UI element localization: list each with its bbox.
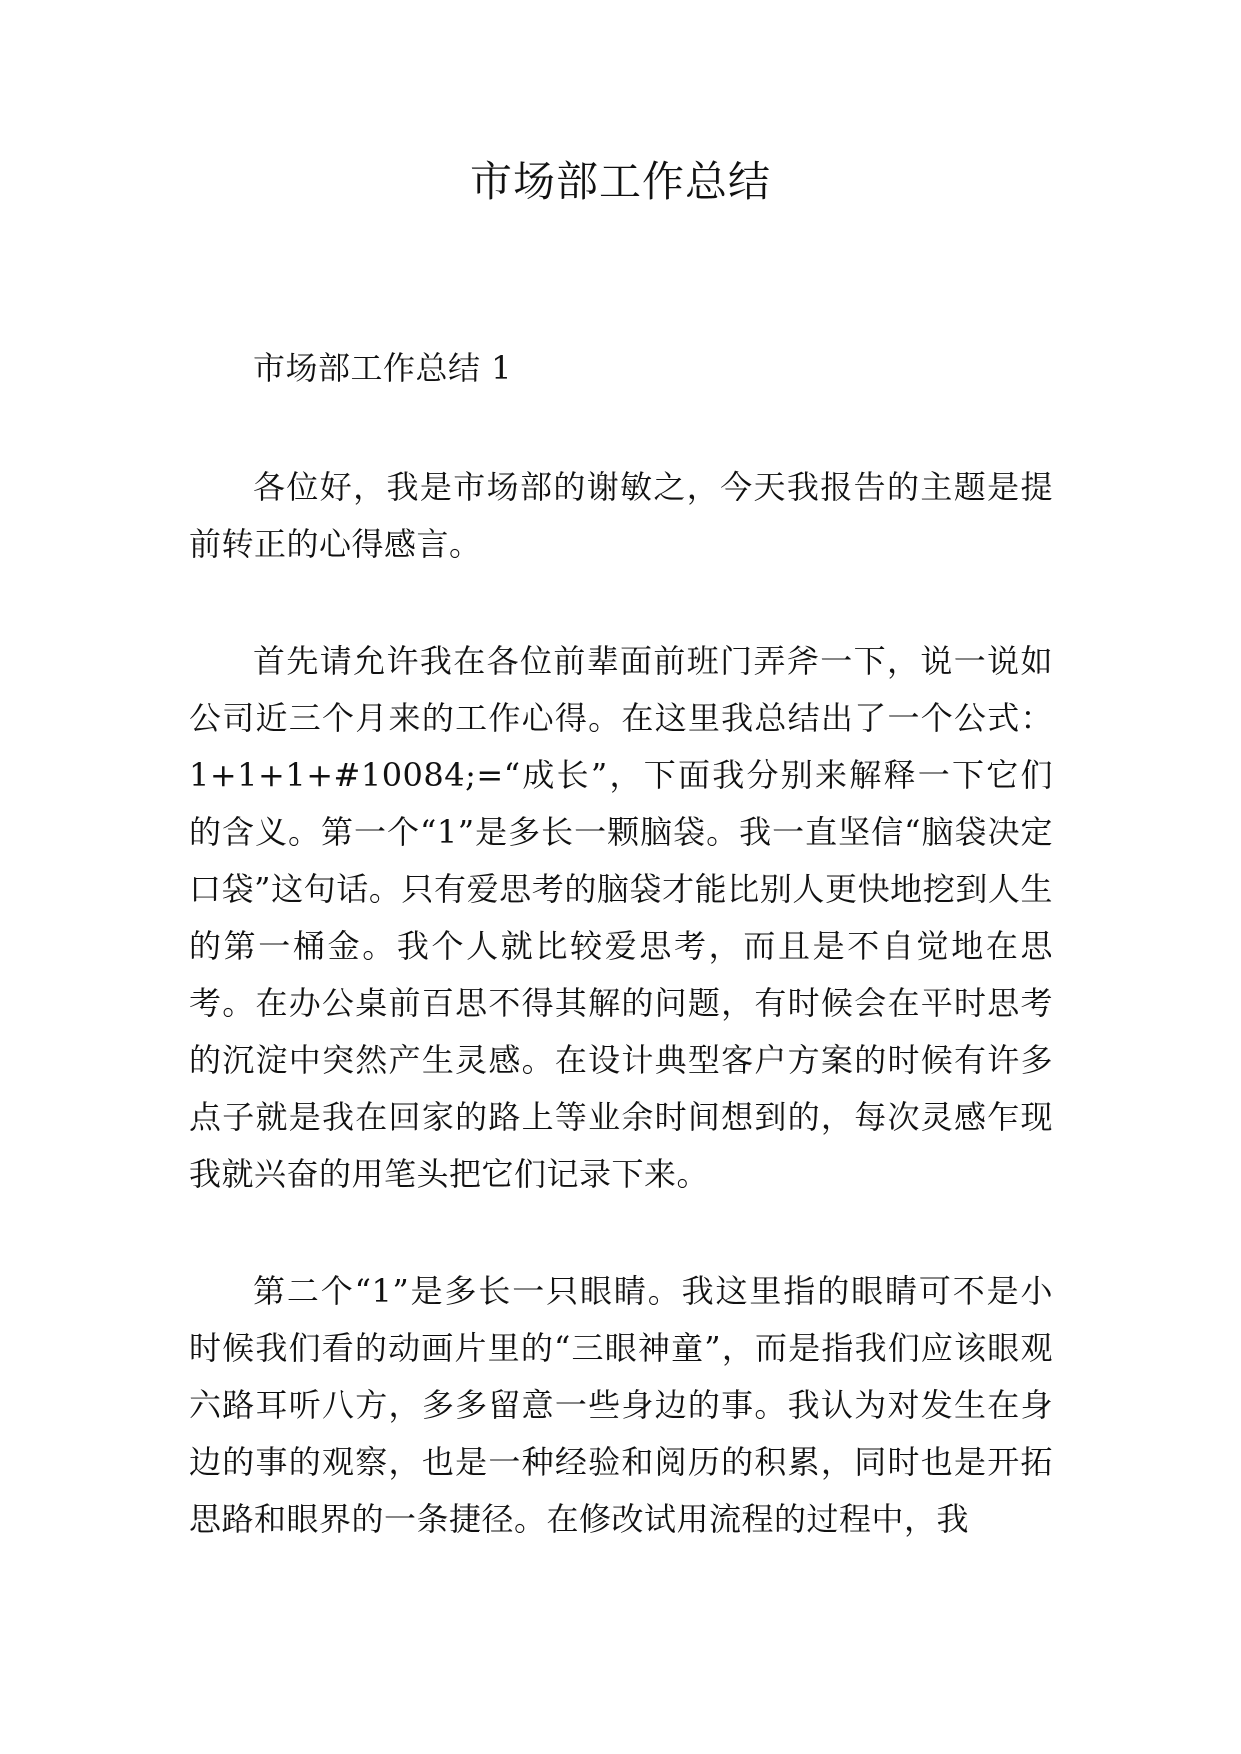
section-heading: 市场部工作总结 1	[253, 349, 513, 387]
document-title: 市场部工作总结	[469, 157, 771, 206]
paragraph-greeting: 各位好，我是市场部的谢敏之，今天我报告的主题是提前转正的心得感言。	[189, 468, 1053, 563]
paragraph-eye: 第二个“1”是多长一只眼睛。我这里指的眼睛可不是小时候我们看的动画片里的“三眼神童”，而是指我们应该眼观六路耳听八方，多多留意一些身边的事。我认为对发生在身边的事的观察，也是一种经验和阅历的积累，同时也是开拓思路和眼界的一条捷径。在修改试用流程的过程中，我	[189, 1272, 1053, 1538]
paragraph-formula: 首先请允许我在各位前辈面前班门弄斧一下，说一说如公司近三个月来的工作心得。在这里我总结出了一个公式：1+1+1+#10084;=“成长”，下面我分别来解释一下它们的含义。第一个“1”是多长一颗脑袋。我一直坚信“脑袋决定口袋”这句话。只有爱思考的脑袋才能比别人更快地挖到人生的第一桶金。我个人就比较爱思考，而且是不自觉地在思考。在办公桌前百思不得其解的问题，有时候会在平时思考的沉淀中突然产生灵感。在设计典型客户方案的时候有许多点子就是我在回家的路上等业余时间想到的，每次灵感乍现我就兴奋的用笔头把它们记录下来。	[189, 642, 1053, 1193]
document-body	[189, 340, 1053, 1608]
